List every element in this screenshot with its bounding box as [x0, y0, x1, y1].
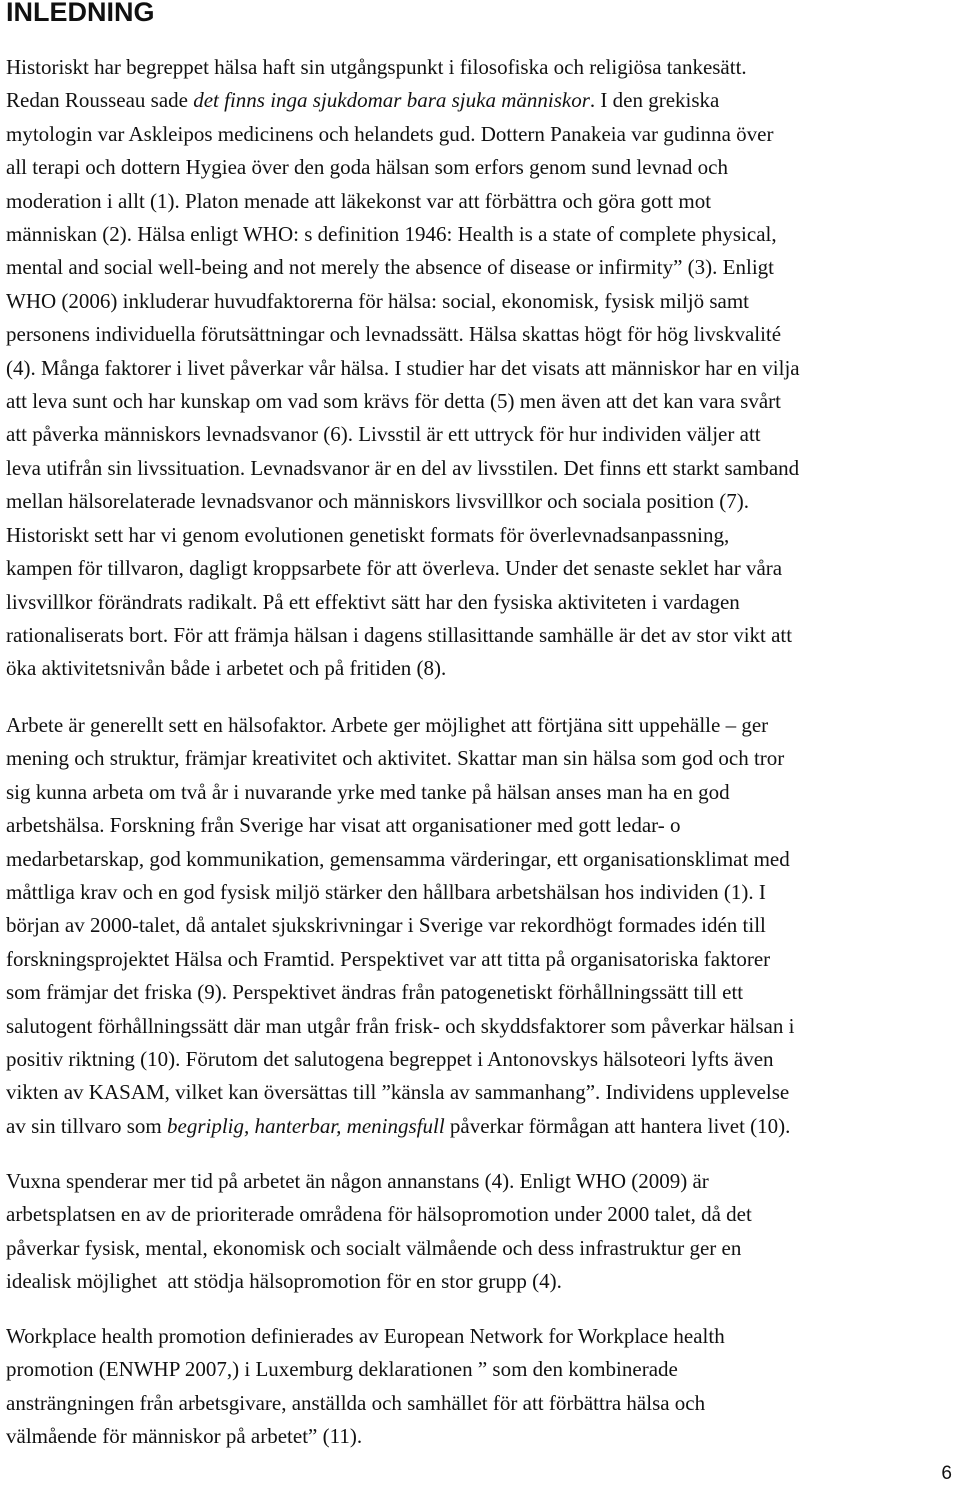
- text-line: [6, 1353, 956, 1386]
- text-line: [6, 1320, 956, 1353]
- text-line: [6, 185, 956, 218]
- text-run: positiv riktning (10). Förutom det salutogena begreppet i Antonovskys hälsoteori lyfts även: [6, 1047, 774, 1072]
- text-line: [6, 1198, 956, 1231]
- text-line: [6, 151, 956, 184]
- text-run: arbetshälsa. Forskning från Sverige har visat att organisationer med gott ledar- o: [6, 813, 681, 838]
- text-line: [6, 843, 956, 876]
- text-run: mellan hälsorelaterade levnadsvanor och människors livsvillkor och sociala position (7).: [6, 489, 749, 514]
- text-run: promotion (ENWHP 2007,) i Luxemburg deklarationen ” som den kombinerade: [6, 1357, 678, 1382]
- text-line: [6, 118, 956, 151]
- text-line: [6, 552, 956, 585]
- italic-text: begriplig, hanterbar, meningsfull: [167, 1113, 445, 1138]
- italic-text: det finns inga sjukdomar bara sjuka människor: [193, 88, 590, 113]
- text-line: [6, 1387, 956, 1420]
- text-run: idealisk möjlighet att stödja hälsopromotion för en stor grupp (4).: [6, 1269, 562, 1294]
- text-run: (4). Många faktorer i livet påverkar vår hälsa. I studier har det visats att människor har en vilja: [6, 355, 800, 380]
- paragraph-workplace-promotion: [6, 1320, 956, 1454]
- text-line: [6, 352, 956, 385]
- text-line: [6, 1165, 956, 1198]
- text-line: [6, 1043, 956, 1076]
- text-run: salutogent förhållningssätt där man utgår från frisk- och skyddsfaktorer som påverkar hälsan i: [6, 1013, 795, 1038]
- text-run: att leva sunt och har kunskap om vad som krävs för detta (5) men även att det kan vara svårt: [6, 389, 782, 414]
- text-run: människan (2). Hälsa enligt WHO: s definition 1946: Health is a state of complete physical,: [6, 222, 777, 247]
- text-run: Redan Rousseau sade: [6, 88, 194, 113]
- text-line: [6, 1420, 956, 1453]
- paragraph-work-health: [6, 709, 956, 1143]
- text-run: all terapi och dottern Hygiea över den goda hälsan som erfors genom sund levnad och: [6, 155, 728, 180]
- text-line: [6, 652, 956, 685]
- text-line: [6, 876, 956, 909]
- text-run: Arbete är generellt sett en hälsofaktor. Arbete ger möjlighet att förtjäna sitt uppehälle – ger: [6, 713, 769, 737]
- paragraph-history: [6, 51, 956, 686]
- text-line: [6, 776, 956, 809]
- text-line: [6, 742, 956, 775]
- text-run: Historiskt har begreppet hälsa haft sin utgångspunkt i filosofiska och religiösa tankesätt.: [6, 55, 747, 79]
- text-run: välmående för människor på arbetet” (11).: [6, 1424, 363, 1449]
- text-run: arbetsplatsen en av de prioriterade områdena för hälsopromotion under 2000 talet, då det: [6, 1202, 752, 1227]
- text-run: måttliga krav och en god fysisk miljö stärker den hållbara arbetshälsan hos individen (1). I: [6, 880, 766, 905]
- text-run: ansträngningen från arbetsgivare, anställda och samhället för att förbättra hälsa och: [6, 1390, 706, 1415]
- page-heading: INLEDNING: [6, 0, 155, 27]
- paragraph-adults-work: [6, 1165, 956, 1299]
- text-line: [6, 485, 956, 518]
- text-run: av sin tillvaro som: [6, 1113, 167, 1138]
- text-run: livsvillkor förändrats radikalt. På ett effektivt sätt har den fysiska aktiviteten i vardagen: [6, 589, 740, 614]
- text-line: [6, 519, 956, 552]
- page-number: 6: [941, 1463, 952, 1484]
- text-line: [6, 1265, 956, 1298]
- text-line: [6, 709, 956, 742]
- text-line: [6, 976, 956, 1009]
- text-run: mening och struktur, främjar kreativitet och aktivitet. Skattar man sin hälsa som god och tror: [6, 746, 785, 771]
- text-run: att påverka människors levnadsvanor (6). Livsstil är ett uttryck för hur individen väljer att: [6, 422, 761, 447]
- text-line: [6, 218, 956, 251]
- text-line: [6, 318, 956, 351]
- text-run: som främjar det friska (9). Perspektivet ändras från patogenetiskt förhållningssätt till ett: [6, 980, 744, 1005]
- text-run: medarbetarskap, god kommunikation, gemensamma värderingar, ett organisationsklimat med: [6, 846, 790, 871]
- text-run: personens individuella förutsättningar och levnadssätt. Hälsa skattas högt för hög livskvalité: [6, 322, 782, 347]
- text-line: [6, 943, 956, 976]
- text-line: [6, 251, 956, 284]
- text-run: början av 2000-talet, då antalet sjukskrivningar i Sverige var rekordhögt formades idén till: [6, 913, 766, 938]
- text-line: [6, 51, 956, 84]
- text-line: [6, 1232, 956, 1265]
- text-line: [6, 1010, 956, 1043]
- text-run: moderation i allt (1). Platon menade att läkekonst var att förbättra och göra gott mot: [6, 188, 712, 213]
- text-line: [6, 909, 956, 942]
- text-run: leva utifrån sin livssituation. Levnadsvanor är en del av livsstilen. Det finns ett starkt samband: [6, 455, 800, 480]
- text-line: [6, 1076, 956, 1109]
- text-run: kampen för tillvaron, dagligt kroppsarbete för att överleva. Under det senaste seklet har våra: [6, 556, 783, 581]
- text-line: [6, 619, 956, 652]
- text-run: vikten av KASAM, vilket kan översättas till ”känsla av sammanhang”. Individens upplevelse: [6, 1080, 790, 1105]
- text-line: [6, 1110, 956, 1143]
- text-run: påverkar fysisk, mental, ekonomisk och socialt välmående och dess infrastruktur ger en: [6, 1235, 742, 1260]
- text-run: WHO (2006) inkluderar huvudfaktorerna för hälsa: social, ekonomisk, fysisk miljö samt: [6, 288, 749, 313]
- text-line: [6, 586, 956, 619]
- text-run: mental and social well-being and not merely the absence of disease or infirmity” (3). Enligt: [6, 255, 774, 280]
- text-run: forskningsprojektet Hälsa och Framtid. Perspektivet var att titta på organisatoriska faktorer: [6, 946, 771, 971]
- text-line: [6, 84, 956, 117]
- text-run: . I den grekiska: [589, 88, 720, 113]
- text-line: [6, 452, 956, 485]
- text-run: mytologin var Askleipos medicinens och helandets gud. Dottern Panakeia var gudinna över: [6, 121, 774, 146]
- text-line: [6, 809, 956, 842]
- text-line: [6, 385, 956, 418]
- text-line: [6, 418, 956, 451]
- text-run: rationaliserats bort. För att främja hälsan i dagens stillasittande samhälle är det av stor vikt att: [6, 622, 793, 647]
- text-run: Vuxna spenderar mer tid på arbetet än någon annanstans (4). Enligt WHO (2009) är: [6, 1169, 709, 1193]
- text-run: öka aktivitetsnivån både i arbetet och på fritiden (8).: [6, 656, 447, 681]
- text-run: Workplace health promotion definierades av European Network for Workplace health: [6, 1324, 725, 1348]
- text-run: påverkar förmågan att hantera livet (10).: [444, 1113, 791, 1138]
- text-run: sig kunna arbeta om två år i nuvarande yrke med tanke på hälsan anses man ha en god: [6, 779, 730, 804]
- text-run: Historiskt sett har vi genom evolutionen genetiskt formats för överlevnadsanpassning,: [6, 522, 730, 547]
- text-line: [6, 285, 956, 318]
